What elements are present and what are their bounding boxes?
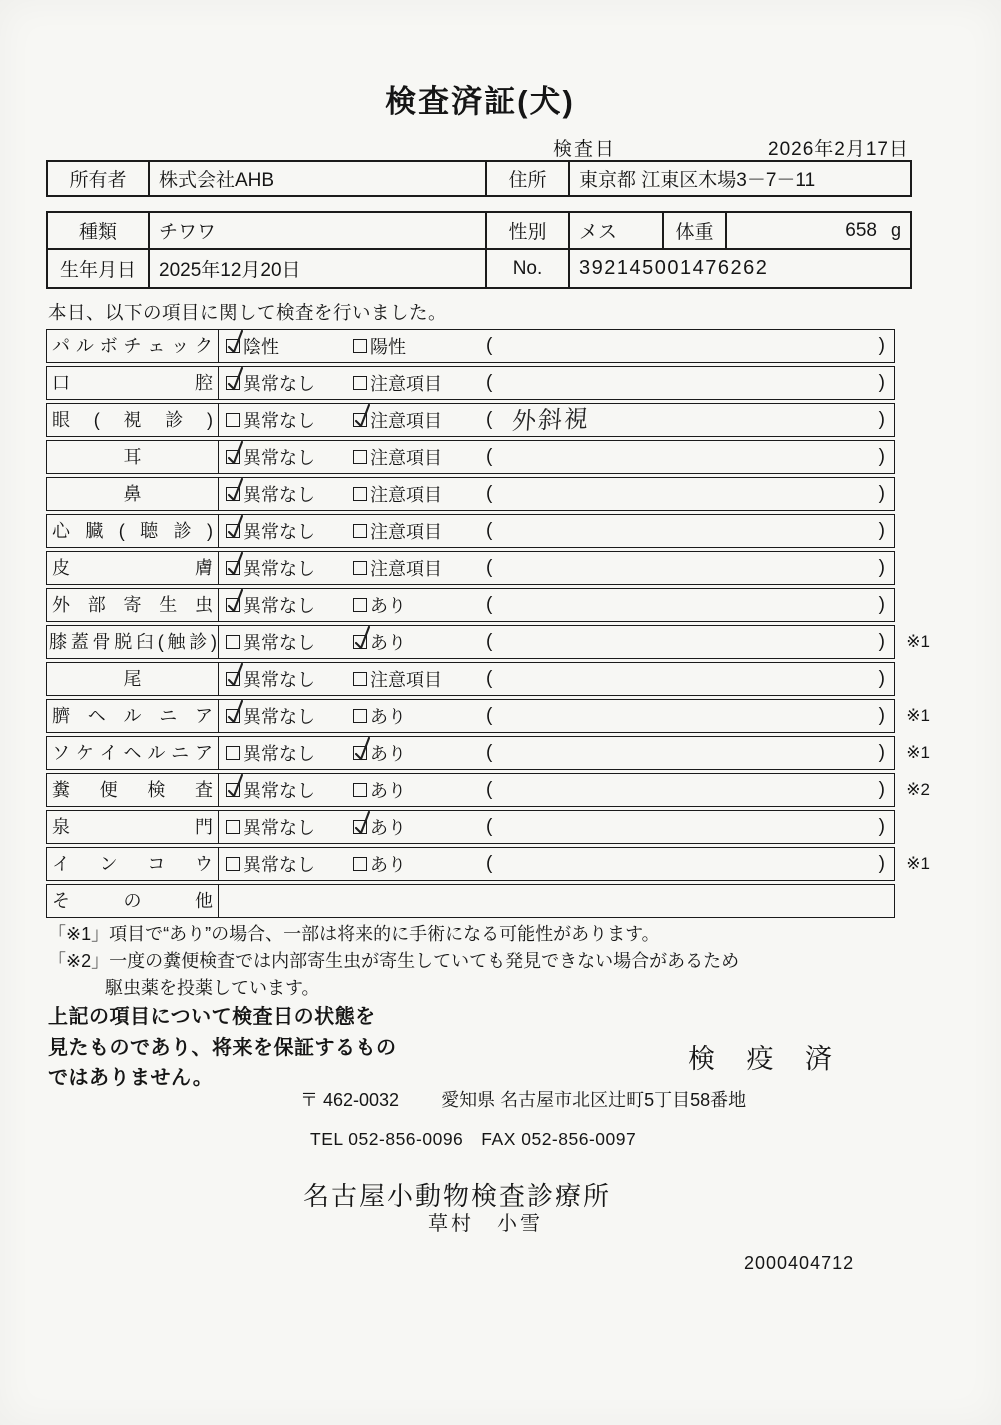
option-label: 注意項目: [370, 448, 442, 468]
paren-open: (: [486, 372, 493, 393]
row-label-char: 腔: [195, 373, 213, 393]
row-label-char: (: [157, 632, 163, 652]
row-content: [219, 552, 894, 584]
checked-checkbox-icon: [226, 709, 240, 723]
option-label: あり: [370, 781, 406, 801]
paren-close: ): [878, 409, 885, 430]
option-label: 異常なし: [243, 707, 315, 727]
checkbox-icon: [353, 598, 367, 612]
checkbox-icon: [353, 339, 367, 353]
option: [353, 851, 486, 877]
row-label-char: 他: [195, 891, 213, 911]
option: [226, 444, 353, 470]
weight-value: [727, 213, 910, 248]
checkbox-icon: [353, 672, 367, 686]
option: [353, 629, 486, 655]
paren-close: ): [878, 631, 885, 652]
row-label-char: ア: [195, 706, 213, 726]
option: [353, 407, 486, 433]
sex-label: 性別: [487, 213, 570, 248]
option-label: 異常なし: [243, 374, 315, 394]
checkbox-icon: [226, 635, 240, 649]
row-label-char: ニ: [171, 743, 190, 763]
row-label-char: ニ: [159, 706, 178, 726]
checkbox-icon: [353, 487, 367, 501]
footnote-1: 「※1」項目で“あり”の場合、一部は将来的に手術になる可能性があります。: [48, 924, 660, 944]
paren-open: (: [486, 520, 493, 541]
pet-row-2: [48, 248, 910, 287]
row-label-char: 膝: [49, 632, 66, 652]
option-label: 注意項目: [370, 374, 442, 394]
option: [353, 518, 486, 544]
checklist-row: [46, 366, 895, 400]
row-label-char: 視: [123, 410, 142, 430]
row-label: [47, 367, 219, 399]
reference-mark: ※2: [906, 780, 930, 799]
checkbox-icon: [226, 413, 240, 427]
checkbox-icon: [353, 783, 367, 797]
option: [226, 814, 353, 840]
row-content: [219, 441, 894, 473]
row-content: [219, 589, 894, 621]
option: [226, 740, 353, 766]
row-label-char: ク: [194, 336, 213, 356]
option: [226, 333, 353, 359]
reference-mark: ※1: [906, 743, 930, 762]
option-label: あり: [370, 596, 406, 616]
checklist-row: [46, 588, 895, 622]
footnote-2-continued: 駆虫薬を投薬しています。: [105, 978, 320, 998]
row-label-char: 糞: [52, 780, 70, 800]
row-label-char: 便: [99, 780, 118, 800]
checkbox-icon: [353, 450, 367, 464]
footnotes: [48, 921, 739, 1002]
option: [226, 481, 353, 507]
option-label: 異常なし: [243, 670, 315, 690]
option-label: あり: [370, 855, 406, 875]
paren-close: ): [878, 668, 885, 689]
no-value: 392145001476262: [579, 257, 769, 279]
row-label-char: ): [211, 632, 216, 652]
row-label-char: ル: [123, 706, 142, 726]
option-label: 注意項目: [370, 411, 442, 431]
row-content: [219, 367, 894, 399]
paren-open: (: [486, 557, 493, 578]
row-label: [47, 404, 219, 436]
option: [353, 370, 486, 396]
row-label-char: の: [123, 891, 142, 911]
row-label-char: 皮: [52, 558, 70, 578]
row-label-char: 泉: [52, 817, 70, 837]
paren-open: (: [486, 816, 493, 837]
option-label: あり: [370, 633, 406, 653]
row-label-char: 検: [147, 780, 166, 800]
row-label-char: 診: [165, 410, 184, 430]
paren-open: (: [486, 742, 493, 763]
row-label-char: ア: [194, 743, 213, 763]
option: [353, 333, 486, 359]
option-label: あり: [370, 744, 406, 764]
option: [226, 777, 353, 803]
checked-checkbox-icon: [226, 339, 240, 353]
checklist-row: [46, 329, 895, 363]
row-label-char: ): [206, 521, 213, 541]
pet-table: [46, 211, 912, 289]
checkbox-icon: [353, 709, 367, 723]
row-content: [219, 774, 894, 806]
row-label-char: 寄: [123, 595, 142, 615]
clinic-contact-line: [310, 1129, 636, 1150]
option-label: 異常なし: [243, 633, 315, 653]
paren-open: (: [486, 594, 493, 615]
option: [226, 666, 353, 692]
checked-checkbox-icon: [226, 561, 240, 575]
option-label: 異常なし: [243, 855, 315, 875]
row-label-char: パ: [52, 336, 70, 356]
checkbox-icon: [226, 820, 240, 834]
checked-checkbox-icon: [353, 413, 367, 427]
row-label-char: 査: [194, 780, 213, 800]
option-label: 注意項目: [370, 522, 442, 542]
paren-close: ): [878, 594, 885, 615]
checkbox-icon: [226, 857, 240, 871]
checklist-row: [46, 477, 895, 511]
paren-open: (: [486, 409, 493, 430]
option: [353, 814, 486, 840]
paren-close: ): [878, 483, 885, 504]
reference-mark: ※1: [906, 632, 930, 651]
paren-close: ): [878, 742, 885, 763]
option-label: 異常なし: [243, 522, 315, 542]
paren-close: ): [878, 557, 885, 578]
checklist-row: [46, 699, 930, 733]
weight-label: 体重: [664, 213, 727, 248]
row-label-char: ソ: [52, 743, 70, 763]
row-label: [47, 478, 219, 510]
option: [226, 555, 353, 581]
veterinarian-name: 草村 小雪: [428, 1213, 543, 1235]
owner-label: 所有者: [48, 162, 150, 195]
row-content: [219, 330, 894, 362]
option: [353, 777, 486, 803]
row-label: [47, 515, 219, 547]
option: [353, 703, 486, 729]
option: [353, 481, 486, 507]
row-label-char: ): [207, 410, 213, 430]
page-title: 検査済証(犬): [385, 84, 575, 119]
reference-mark: ※1: [906, 706, 930, 725]
checklist-row: [46, 662, 895, 696]
paren-open: (: [486, 668, 493, 689]
checked-checkbox-icon: [226, 524, 240, 538]
checklist-row: [46, 440, 895, 474]
row-content: [219, 478, 894, 510]
option-label: 異常なし: [243, 818, 315, 838]
checkbox-icon: [353, 857, 367, 871]
row-label-char: ン: [99, 854, 118, 874]
checkbox-icon: [353, 376, 367, 390]
clinic-name: 名古屋小動物検査診療所: [303, 1181, 612, 1211]
option: [226, 370, 353, 396]
checklist-row: [46, 810, 895, 844]
checked-checkbox-icon: [226, 450, 240, 464]
birth-label: 生年月日: [48, 250, 150, 287]
option-label: あり: [370, 818, 406, 838]
row-label-char: ヘ: [123, 743, 142, 763]
option: [226, 592, 353, 618]
reference-mark: ※1: [906, 854, 930, 873]
row-label-char: 蓋: [70, 632, 88, 652]
checklist-row: [46, 884, 895, 918]
row-label: [47, 885, 219, 917]
intro-text: 本日、以下の項目に関して検査を行いました。: [48, 302, 448, 323]
checklist-row: [46, 551, 895, 585]
row-label: [47, 552, 219, 584]
row-label-char: ル: [147, 743, 166, 763]
checkbox-icon: [353, 524, 367, 538]
paren-open: (: [486, 705, 493, 726]
handwritten-note: 外斜視: [511, 405, 592, 435]
option: [353, 444, 486, 470]
row-label-char: ル: [75, 336, 94, 356]
paren-close: ): [878, 335, 885, 356]
clinic-fax: FAX 052-856-0097: [481, 1129, 637, 1149]
row-content: [219, 700, 894, 732]
checked-checkbox-icon: [226, 672, 240, 686]
checklist: [46, 329, 930, 918]
row-label-char: そ: [52, 891, 70, 911]
option-label: 異常なし: [243, 596, 315, 616]
row-label: [47, 626, 219, 658]
checklist-row: [46, 403, 895, 437]
checked-checkbox-icon: [226, 598, 240, 612]
row-label: [47, 811, 219, 843]
row-label: [47, 441, 219, 473]
row-label-char: ヘ: [87, 706, 106, 726]
option-label: 異常なし: [243, 781, 315, 801]
option-label: 異常なし: [243, 744, 315, 764]
owner-name: 株式会社AHB: [150, 162, 487, 195]
row-label-char: 部: [87, 595, 106, 615]
clinic-address: 愛知県 名古屋市北区辻町5丁目58番地: [441, 1090, 747, 1110]
row-label-char: 臼: [136, 632, 153, 652]
row-content: [219, 404, 894, 436]
checklist-row: [46, 625, 930, 659]
row-label-char: 臍: [52, 706, 70, 726]
row-label: [47, 663, 219, 695]
option-label: 異常なし: [243, 485, 315, 505]
option: [226, 407, 353, 433]
checkbox-icon: [226, 746, 240, 760]
paren-open: (: [486, 335, 493, 356]
address-label: 住所: [487, 162, 570, 195]
row-label-char: 耳: [123, 447, 142, 467]
row-label: [47, 774, 219, 806]
row-content: [219, 737, 894, 769]
row-label-char: 脱: [114, 632, 132, 652]
row-label-char: 診: [189, 632, 207, 652]
option: [353, 666, 486, 692]
row-label-char: 触: [167, 632, 185, 652]
birth-value: 2025年12月20日: [150, 250, 487, 287]
option-label: 注意項目: [370, 559, 442, 579]
checked-checkbox-icon: [226, 783, 240, 797]
option: [226, 518, 353, 544]
row-label-char: ケ: [75, 743, 94, 763]
paren-open: (: [486, 483, 493, 504]
row-label-char: 尾: [123, 669, 142, 689]
clinic-postal: 〒 462-0032: [300, 1090, 400, 1110]
sex-value: メス: [570, 213, 664, 248]
checkbox-icon: [353, 561, 367, 575]
row-content: [219, 663, 894, 695]
option: [226, 851, 353, 877]
option-label: 異常なし: [243, 411, 315, 431]
row-label-char: 外: [52, 595, 70, 615]
paren-close: ): [878, 816, 885, 837]
row-label-char: 診: [173, 521, 192, 541]
checklist-row: [46, 847, 930, 881]
checked-checkbox-icon: [353, 820, 367, 834]
row-label-char: イ: [52, 854, 70, 874]
owner-row: [48, 162, 910, 195]
row-label-char: 口: [52, 373, 70, 393]
row-label-char: 生: [159, 595, 178, 615]
row-label-char: 心: [52, 521, 70, 541]
option-label: 異常なし: [243, 559, 315, 579]
row-label-char: 臓: [85, 521, 104, 541]
clinic-address-line: [300, 1086, 746, 1112]
row-content: [219, 515, 894, 547]
no-label: No.: [487, 250, 570, 287]
paren-open: (: [486, 631, 493, 652]
checked-checkbox-icon: [353, 635, 367, 649]
species-label: 種類: [48, 213, 150, 248]
species-value: チワワ: [150, 213, 487, 248]
inspection-date-value: 2026年2月17日: [768, 139, 909, 160]
paren-close: ): [878, 372, 885, 393]
option: [226, 703, 353, 729]
row-label-char: ッ: [171, 336, 190, 356]
row-label-char: 聴: [140, 521, 159, 541]
row-content: [219, 811, 894, 843]
checked-checkbox-icon: [353, 746, 367, 760]
row-content: [219, 885, 894, 917]
row-label: [47, 848, 219, 880]
row-label-char: イ: [99, 743, 118, 763]
checklist-row: [46, 514, 895, 548]
option: [353, 555, 486, 581]
row-label-char: 鼻: [123, 484, 142, 504]
address-value: 東京都 江東区木場3－7－11: [579, 170, 816, 191]
row-label-char: 虫: [195, 595, 213, 615]
row-content: [219, 848, 894, 880]
row-label-char: ウ: [194, 854, 213, 874]
checklist-row: [46, 773, 930, 807]
disclaimer-line-3: ではありません。: [48, 1067, 214, 1089]
disclaimer-line-2: 見たものであり、将来を保証するもの: [48, 1036, 397, 1059]
paren-open: (: [486, 779, 493, 800]
row-label-char: 眼: [52, 410, 70, 430]
paren-open: (: [486, 853, 493, 874]
owner-table: [46, 160, 912, 197]
checked-checkbox-icon: [226, 376, 240, 390]
option-label: 注意項目: [370, 485, 442, 505]
pet-row-1: [48, 213, 910, 248]
row-content: [219, 626, 894, 658]
serial-number: 2000404712: [744, 1253, 855, 1273]
inspection-date-label: 検査日: [553, 139, 617, 160]
option-label: 注意項目: [370, 670, 442, 690]
row-label-char: (: [93, 410, 100, 430]
paren-open: (: [486, 446, 493, 467]
row-label-char: ェ: [147, 336, 166, 356]
row-label-char: 門: [195, 817, 213, 837]
row-label: [47, 700, 219, 732]
row-label-char: コ: [147, 854, 166, 874]
paren-close: ): [878, 705, 885, 726]
paren-close: ): [878, 779, 885, 800]
row-label: [47, 589, 219, 621]
disclaimer-line-1: 上記の項目について検査日の状態を: [48, 1006, 376, 1028]
row-label: [47, 737, 219, 769]
checked-checkbox-icon: [226, 487, 240, 501]
weight-unit: g: [890, 220, 901, 240]
option: [353, 592, 486, 618]
row-label-char: 膚: [195, 558, 213, 578]
row-label: [47, 330, 219, 362]
disclaimer: [48, 1002, 397, 1094]
option: [353, 740, 486, 766]
row-label-char: (: [118, 521, 125, 541]
option-label: 陰性: [243, 337, 279, 357]
row-label-char: ボ: [99, 336, 118, 356]
checklist-row: [46, 736, 930, 770]
quarantine-stamp: 検 疫 済: [688, 1044, 845, 1074]
option-label: 陽性: [370, 337, 406, 357]
paren-close: ): [878, 446, 885, 467]
row-label-char: 骨: [92, 632, 110, 652]
row-label-char: チ: [123, 336, 142, 356]
option-label: 異常なし: [243, 448, 315, 468]
weight-number: 658: [845, 219, 877, 241]
option-label: あり: [370, 707, 406, 727]
paren-close: ): [878, 853, 885, 874]
footnote-2: 「※2」一度の糞便検査では内部寄生虫が寄生していても発見できない場合があるため: [48, 951, 740, 971]
paren-close: ): [878, 520, 885, 541]
option: [226, 629, 353, 655]
clinic-tel: TEL 052-856-0096: [310, 1129, 464, 1149]
